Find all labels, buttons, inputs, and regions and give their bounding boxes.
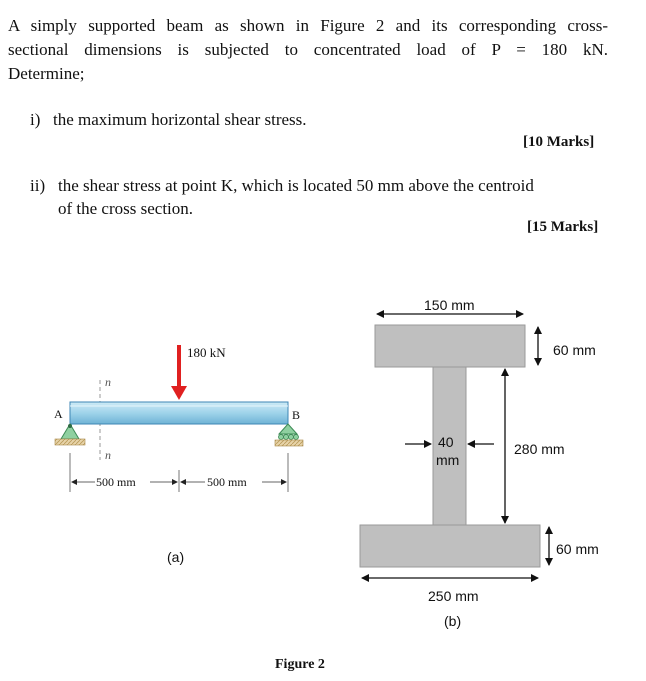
span-left-label: 500 mm bbox=[96, 475, 136, 489]
intro-line-2: sectional dimensions is subjected to concentrated load of P = 180 kN. bbox=[8, 40, 608, 59]
web-width-unit: mm bbox=[436, 452, 460, 468]
part-2-label: ii) bbox=[30, 176, 46, 195]
part-1-text: the maximum horizontal shear stress. bbox=[53, 110, 307, 129]
beam-sublabel: (a) bbox=[167, 549, 185, 565]
support-b-label: B bbox=[292, 408, 301, 422]
figure-caption: Figure 2 bbox=[275, 657, 325, 672]
bottom-thickness-label: 60 mm bbox=[556, 541, 599, 557]
part-2-marks: [15 Marks] bbox=[527, 219, 599, 235]
top-flange bbox=[375, 325, 525, 367]
load-label: 180 kN bbox=[187, 345, 226, 360]
section-sublabel: (b) bbox=[444, 613, 462, 629]
span-right-label: 500 mm bbox=[207, 475, 247, 489]
pin-support-a bbox=[55, 424, 85, 445]
part-1-marks: [10 Marks] bbox=[523, 134, 595, 150]
intro-line-1: A simply supported beam as shown in Figure 2 and its corresponding cross- bbox=[8, 16, 608, 35]
web-height-label: 280 mm bbox=[514, 441, 565, 457]
roller-support-b bbox=[275, 424, 303, 446]
web-width-number: 40 bbox=[438, 434, 454, 450]
part-1-label: i) bbox=[30, 110, 41, 129]
top-width-label: 150 mm bbox=[424, 297, 475, 313]
bottom-flange bbox=[360, 525, 540, 567]
load-arrow bbox=[171, 345, 187, 400]
top-thickness-label: 60 mm bbox=[553, 342, 596, 358]
part-2-text-line-2: of the cross section. bbox=[58, 199, 194, 218]
beam-body bbox=[70, 402, 288, 424]
section-mark-bottom: n bbox=[105, 448, 111, 462]
bottom-width-label: 250 mm bbox=[428, 588, 479, 604]
beam-diagram bbox=[55, 345, 303, 492]
support-a-label: A bbox=[54, 407, 63, 421]
intro-line-3: Determine; bbox=[8, 64, 85, 83]
part-2-text-line-1: the shear stress at point K, which is located 50 mm above the centroid bbox=[58, 176, 534, 195]
section-mark-top: n bbox=[105, 375, 111, 389]
